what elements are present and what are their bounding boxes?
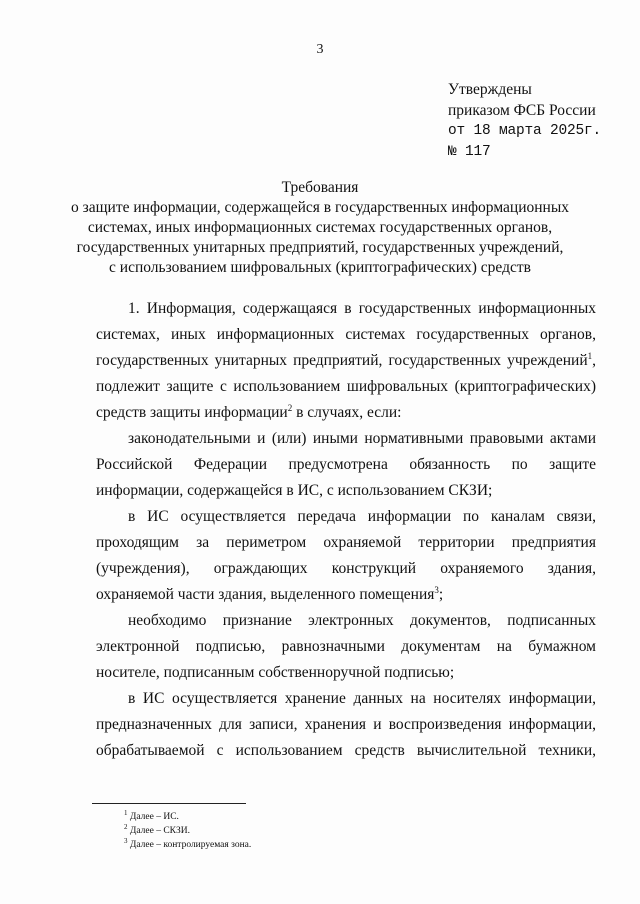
document-title <box>60 178 580 278</box>
paragraph-5: в ИС осуществляется хранение данных на носителях информации, предназначенных для записи, хранения и воспроизведения информации, обрабатываемой с использованием средств вычислительной техники, <box>96 690 596 759</box>
paragraph-1-text-b: , подлежит защите с использованием шифровальных (криптографических) средств защиты информации <box>96 352 596 421</box>
approval-block <box>448 80 601 162</box>
title-line-3: государственных унитарных предприятий, государственных учреждений, <box>76 239 564 256</box>
footnotes <box>124 810 251 852</box>
approval-number: № 117 <box>448 143 491 160</box>
title-line-4: с использованием шифровальных (криптографических) средств <box>109 259 531 276</box>
paragraph-4: необходимо признание электронных документов, подписанных электронной подписью, равнозначными документам на бумажном носителе, подписанным собственноручной подписью; <box>96 612 596 681</box>
paragraph-2: законодательными и (или) иными нормативными правовыми актами Российской Федерации предусмотрена обязанность по защите информации, содержащейся в ИС, с использованием СКЗИ; <box>96 430 596 499</box>
document-body <box>96 296 596 764</box>
footnote-2 <box>124 824 251 838</box>
paragraph-1-text-c: в случаях, если: <box>292 404 402 421</box>
paragraph-1 <box>96 296 596 426</box>
title-line-2: системах, иных информационных системах государственных органов, <box>87 219 553 236</box>
footnote-1-text: Далее – ИС. <box>127 812 179 822</box>
footnote-2-text: Далее – СКЗИ. <box>127 826 190 836</box>
footnote-ref-1: 1 <box>587 350 593 361</box>
page-number: 3 <box>316 42 324 57</box>
footnote-ref-2: 2 <box>287 402 293 413</box>
paragraph-3-text-a: в ИС осуществляется передача информации по каналам связи, проходящим за периметром охраняемой территории предприятия (учреждения), ограждающих конструкций охраняемого здания, охраняемой части здания, выделенного помещения <box>96 508 596 603</box>
approval-date: от 18 марта 2025г. <box>448 123 602 139</box>
approval-line-2: приказом ФСБ России <box>448 101 596 119</box>
footnote-divider <box>92 803 246 804</box>
footnote-1 <box>124 810 251 824</box>
footnote-3 <box>124 838 251 852</box>
footnote-1-number: 1 <box>124 808 128 817</box>
approval-line-1: Утверждены <box>448 81 532 98</box>
paragraph-1-text-a: 1. Информация, содержащаяся в государственных информационных системах, иных информационных системах государственных органов, государственных унитарных предприятий, государственных учреждений <box>96 300 596 369</box>
footnote-3-text: Далее – контролируемая зона. <box>127 840 252 850</box>
footnote-2-number: 2 <box>124 822 128 831</box>
title-line-1: о защите информации, содержащейся в государственных информационных <box>70 199 569 216</box>
footnote-ref-3: 3 <box>434 584 439 595</box>
paragraph-3-text-b: ; <box>438 586 444 603</box>
paragraph-3 <box>96 504 596 608</box>
footnote-3-number: 3 <box>124 836 128 845</box>
title-heading: Требования <box>281 179 359 196</box>
